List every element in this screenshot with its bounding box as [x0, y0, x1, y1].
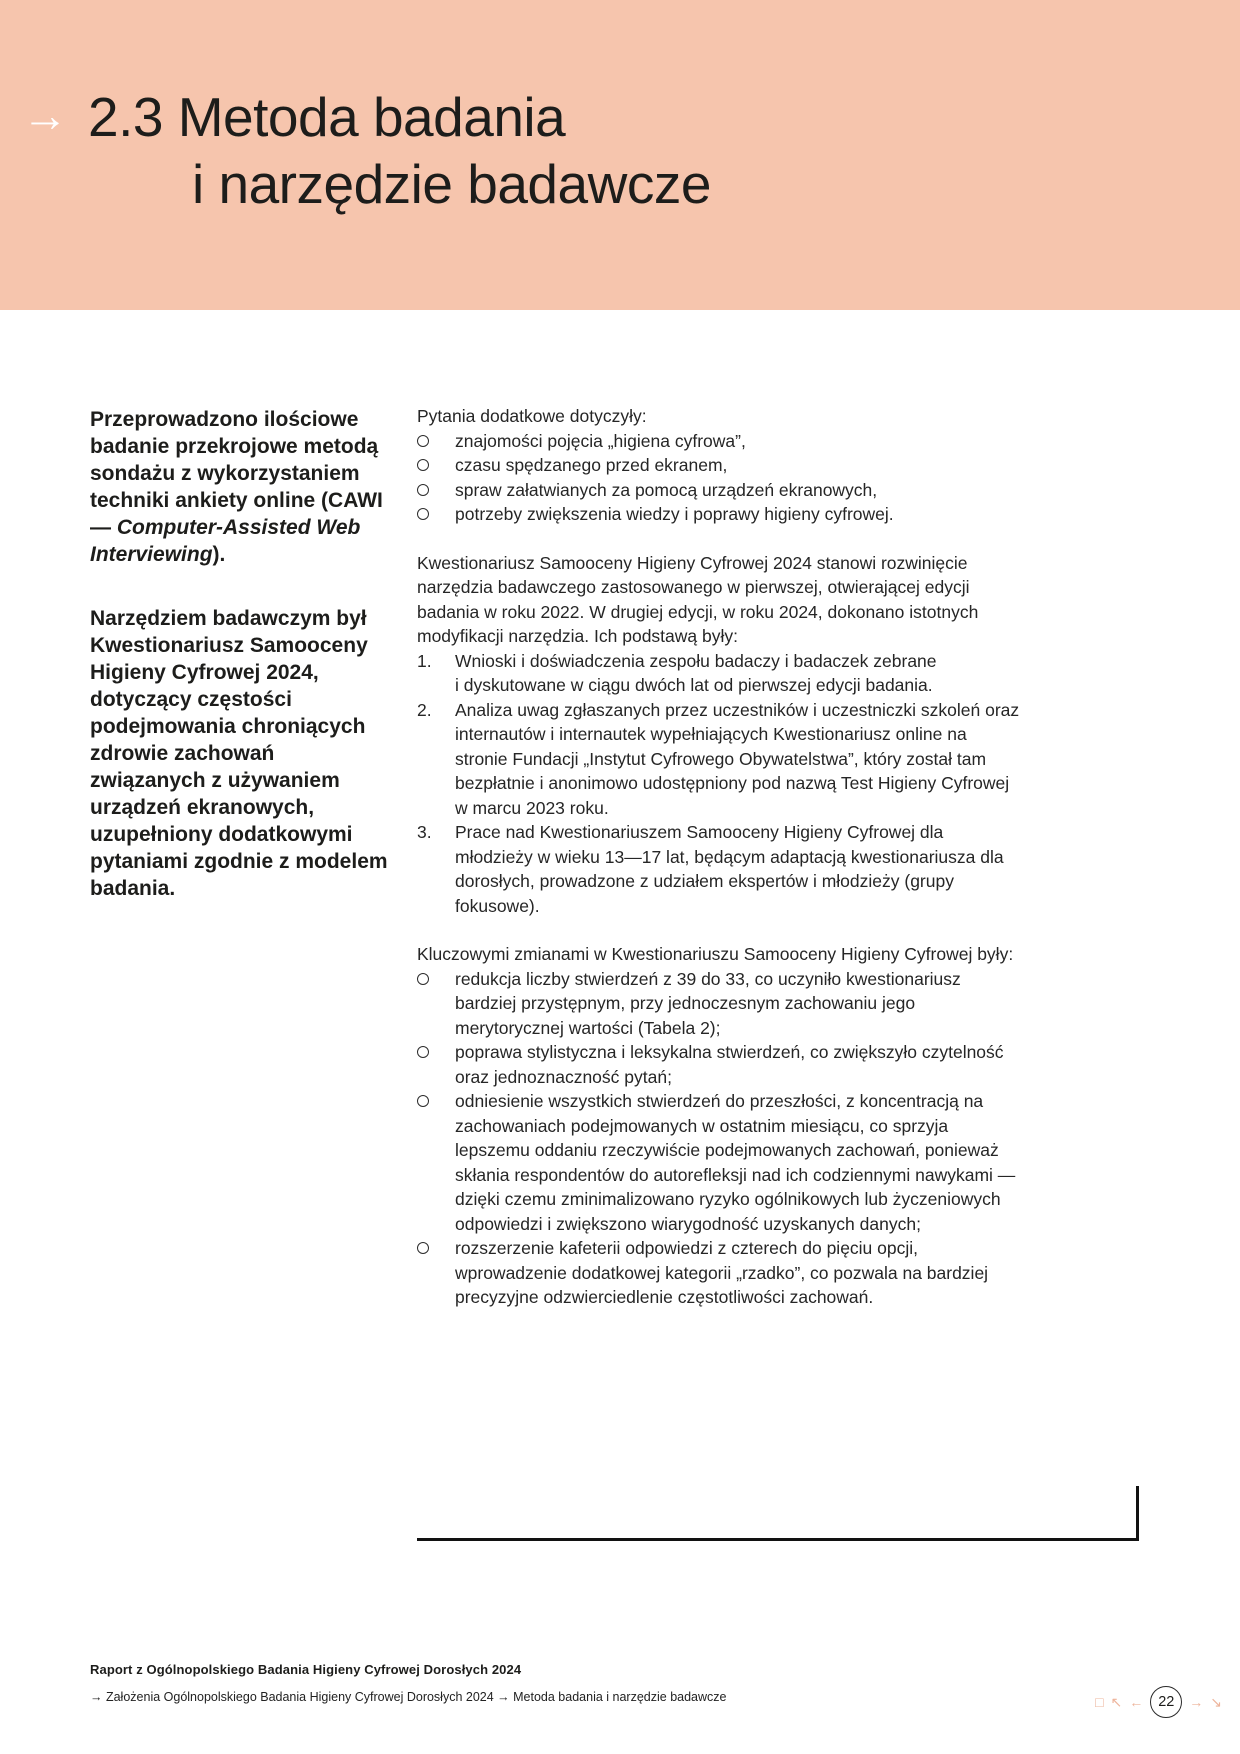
questionnaire-history-section — [417, 551, 1021, 919]
section-end-icon[interactable]: ↘ — [1210, 1694, 1222, 1710]
circle-bullet-icon — [417, 1046, 429, 1058]
list-item — [417, 1040, 1021, 1089]
list-item — [417, 502, 1021, 527]
circle-bullet-icon — [417, 435, 429, 447]
page-title — [88, 84, 711, 218]
table-border-vertical — [1136, 1486, 1139, 1541]
questionnaire-history-paragraph: Kwestionariusz Samooceny Higieny Cyfrowej 2024 stanowi rozwinięcie narzędzia badawczego zastosowanego w pierwszej, otwierającej edycji badania w roku 2022. W drugiej edycji, w roku 2024, dokonano istotnych modyfikacji narzędzia. Ich podstawą były: — [417, 552, 979, 646]
list-item — [417, 429, 1021, 454]
circle-bullet-icon — [417, 1242, 429, 1254]
list-item — [417, 478, 1021, 503]
lead-column — [90, 406, 394, 902]
circle-bullet-icon — [417, 484, 429, 496]
numbered-item-text: Wnioski i doświadczenia zespołu badaczy i badaczek zebrane i dyskutowane w ciągu dwóch lat od pierwszej edycji badania. — [455, 650, 937, 695]
section-arrow-icon: → — [22, 89, 68, 141]
list-item — [417, 1236, 1021, 1310]
lead-paragraph-method-text: Przeprowadzono ilościowe badanie przekrojowe metodą sondażu z wykorzystaniem techniki ankiety online (CAWI — — [90, 408, 383, 539]
list-item-text: redukcja liczby stwierdzeń z 39 do 33, co uczyniło kwestionariusz bardziej przystępnym, przy jednoczesnym zachowaniu jego merytorycznej wartości (Tabela 2); — [455, 968, 961, 1038]
numbered-item-number: 2. — [417, 699, 432, 720]
list-item-text: czasu spędzanego przed ekranem, — [455, 455, 728, 475]
circle-bullet-icon — [417, 459, 429, 471]
numbered-item-number: 1. — [417, 650, 432, 671]
footer-report-title: Raport z Ogólnopolskiego Badania Higieny Cyfrowej Dorosłych 2024 — [90, 1662, 522, 1677]
list-item-text: odniesienie wszystkich stwierdzeń do przeszłości, z koncentracją na zachowaniach podejmowanych w ostatnim miesiącu, co sprzyja lepszemu oddaniu rzeczywiście podejmowanych zachowań, ponieważ skłania respondentów do autorefleksji nad ich codziennymi nawykami — dzięki czemu zminimalizowano ryzyko ogólnikowych lub życzeniowych odpowiedzi i zwiększono wiarygodność uzyskanych danych; — [455, 1091, 1016, 1234]
numbered-item — [417, 698, 1021, 821]
numbered-item-text: Analiza uwag zgłaszanych przez uczestników i uczestniczki szkoleń oraz internautów i internautek wypełniających Kwestionariusz online na stronie Fundacji „Instytut Cyfrowego Obywatelstwa”, który został tam bezpłatnie i anonimowo udostępniony pod nazwą Test Higieny Cyfrowej w marcu 2023 roku. — [455, 699, 1020, 818]
list-item-text: poprawa stylistyczna i leksykalna stwierdzeń, co zwiększyło czytelność oraz jednoznaczność pytań; — [455, 1042, 1004, 1087]
first-page-icon[interactable]: □ — [1095, 1694, 1104, 1710]
additional-questions-section — [417, 404, 1021, 527]
table-border-horizontal — [417, 1538, 1139, 1541]
circle-bullet-icon — [417, 508, 429, 520]
page-number-badge: 22 — [1150, 1686, 1182, 1718]
numbered-item — [417, 820, 1021, 918]
page-navigation — [1095, 1686, 1222, 1718]
numbered-item-number: 3. — [417, 822, 432, 842]
header-band — [0, 0, 1240, 310]
circle-bullet-icon — [417, 973, 429, 985]
list-item — [417, 967, 1021, 1041]
additional-questions-heading: Pytania dodatkowe dotyczyły: — [417, 406, 647, 426]
lead-paragraph-method — [90, 406, 394, 568]
section-start-icon[interactable]: ↖ — [1110, 1694, 1123, 1710]
lead-paragraph-tool: Narzędziem badawczym był Kwestionariusz Samooceny Higieny Cyfrowej 2024, dotyczący częstości podejmowania chroniących zdrowie zachowań związanych z używaniem urządzeń ekranowych, uzupełniony dodatkowymi pytaniami zgodnie z modelem badania. — [90, 607, 388, 900]
lead-paragraph-method-end: ). — [212, 543, 226, 566]
previous-page-icon[interactable]: ← — [1129, 1694, 1144, 1710]
list-item-text: rozszerzenie kafeterii odpowiedzi z czterech do pięciu opcji, wprowadzenie dodatkowej kategorii „rzadko”, co pozwala na bardziej precyzyjne odzwierciedlenie częstotliwości zachowań. — [455, 1238, 989, 1307]
numbered-item-text: Prace nad Kwestionariuszem Samooceny Higieny Cyfrowej dla młodzieży w wieku 13—17 lat, będącym adaptacją kwestionariusza dla dorosłych, prowadzone z udziałem ekspertów i młodzieży (grupy fokusowe). — [455, 822, 1004, 916]
body-column — [417, 404, 1021, 1310]
list-item-text: znajomości pojęcia „higiena cyfrowa”, — [455, 430, 746, 451]
list-item — [417, 453, 1021, 478]
next-page-icon[interactable]: → — [1189, 1694, 1204, 1710]
page-title-line2: i narzędzie badawcze — [192, 153, 711, 215]
numbered-item — [417, 649, 1021, 698]
lead-paragraph-method-italic: Computer-Assisted Web Interviewing — [90, 516, 361, 566]
page-title-line1: 2.3 Metoda badania — [88, 86, 566, 148]
list-item-text: potrzeby zwiększenia wiedzy i poprawy higieny cyfrowej. — [455, 504, 894, 524]
key-changes-section — [417, 942, 1021, 1310]
list-item-text: spraw załatwianych za pomocą urządzeń ekranowych, — [455, 479, 878, 500]
list-item — [417, 1089, 1021, 1236]
breadcrumb: → Założenia Ogólnopolskiego Badania Higieny Cyfrowej Dorosłych 2024 → Metoda badania i narzędzie badawcze — [90, 1690, 727, 1704]
circle-bullet-icon — [417, 1095, 429, 1107]
key-changes-heading: Kluczowymi zmianami w Kwestionariuszu Samooceny Higieny Cyfrowej były: — [417, 944, 1014, 964]
